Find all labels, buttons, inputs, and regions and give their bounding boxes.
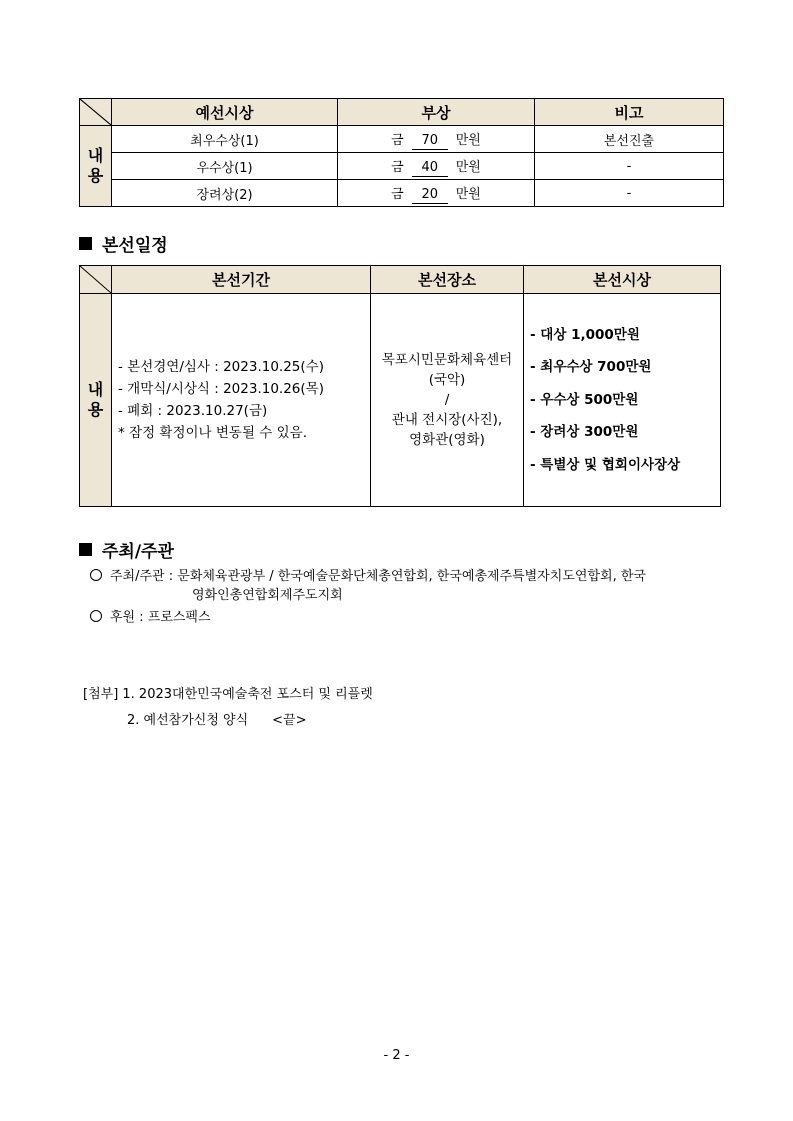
amount-prefix: 금 [391, 132, 404, 148]
award-amount [338, 153, 535, 180]
preliminary-awards-table [79, 98, 724, 207]
prize-line: - 특별상 및 협회이사장상 [530, 456, 681, 473]
award-amount [338, 180, 535, 207]
award-note: - [535, 153, 724, 180]
host-line [90, 565, 646, 584]
table-header-row [80, 99, 724, 126]
side-label-text: 내 용 [87, 146, 104, 185]
attachment-line-1: [첨부] 1. 2023대한민국예술축전 포스터 및 리플렛 [83, 687, 373, 702]
square-bullet-icon [79, 543, 92, 556]
header-cell: 본선장소 [371, 266, 524, 294]
schedule-table [79, 265, 721, 507]
square-bullet-icon [79, 237, 92, 250]
header-cell: 예선시상 [112, 99, 338, 126]
period-line: - 개막식/시상식 : 2023.10.26(목) [118, 381, 324, 397]
amount-unit: 만원 [455, 159, 481, 175]
header-cell: 본선기간 [112, 266, 371, 294]
side-label [80, 294, 112, 507]
venue-cell [371, 294, 524, 507]
page-number: - 2 - [383, 1048, 410, 1063]
amount-unit: 만원 [455, 186, 481, 202]
section-title-text: 주최/주관 [102, 542, 174, 562]
amount-value: 20 [412, 187, 448, 204]
amount-prefix: 금 [391, 159, 404, 175]
sponsor-text: 후원 : 프로스펙스 [110, 610, 211, 625]
venue-line: / [444, 392, 450, 408]
side-label [80, 126, 112, 207]
schedule-section-title [79, 231, 168, 256]
sponsor-line [90, 606, 211, 625]
prize-line: - 대상 1,000만원 [530, 326, 640, 343]
amount-prefix: 금 [391, 186, 404, 202]
venue-line: 영화관(영화) [409, 432, 485, 448]
prize-line: - 우수상 500만원 [530, 391, 639, 408]
end-mark: <끝> [272, 713, 307, 728]
amount-unit: 만원 [455, 132, 481, 148]
header-cell: 비고 [535, 99, 724, 126]
circle-bullet-icon [90, 569, 102, 581]
table-header-row [80, 266, 721, 294]
diagonal-line [80, 99, 111, 125]
amount-value: 40 [412, 160, 448, 177]
header-cell: 부상 [338, 99, 535, 126]
side-label-text: 내 용 [87, 380, 104, 419]
section-title-text: 본선일정 [102, 236, 168, 256]
award-name: 우수상(1) [112, 153, 338, 180]
award-amount [338, 126, 535, 153]
organizers-section-title [79, 537, 174, 562]
award-name: 최우수상(1) [112, 126, 338, 153]
prize-line: - 최우수상 700만원 [530, 359, 652, 376]
attachment-text: 2. 예선참가신청 양식 [127, 713, 249, 728]
host-line-continued: 영화인총연합회제주도지회 [192, 588, 343, 603]
table-row [80, 294, 721, 507]
award-name: 장려상(2) [112, 180, 338, 207]
period-note: * 잠정 확정이나 변동될 수 있음. [118, 425, 307, 441]
diagonal-line [80, 266, 111, 293]
circle-bullet-icon [90, 610, 102, 622]
prize-cell [524, 294, 721, 507]
host-text: 주최/주관 : 문화체육관광부 / 한국예술문화단체총연합회, 한국예총제주특별자치도연합회, 한국 [110, 569, 646, 584]
attachment-line-2 [127, 709, 306, 728]
diagonal-header-cell [80, 266, 112, 294]
award-note: 본선진출 [535, 126, 724, 153]
venue-line: 목포시민문화체육센터 [381, 352, 513, 368]
venue-line: 관내 전시장(사진), [391, 412, 503, 428]
table-row [80, 126, 724, 153]
table-row [80, 153, 724, 180]
prize-line: - 장려상 300만원 [530, 424, 639, 441]
period-line: - 폐회 : 2023.10.27(금) [118, 403, 268, 419]
header-cell: 본선시상 [524, 266, 721, 294]
table-row [80, 180, 724, 207]
award-note: - [535, 180, 724, 207]
period-line: - 본선경연/심사 : 2023.10.25(수) [118, 359, 324, 375]
period-cell [112, 294, 371, 507]
venue-line: (국악) [428, 372, 466, 388]
diagonal-header-cell [80, 99, 112, 126]
amount-value: 70 [412, 133, 448, 150]
